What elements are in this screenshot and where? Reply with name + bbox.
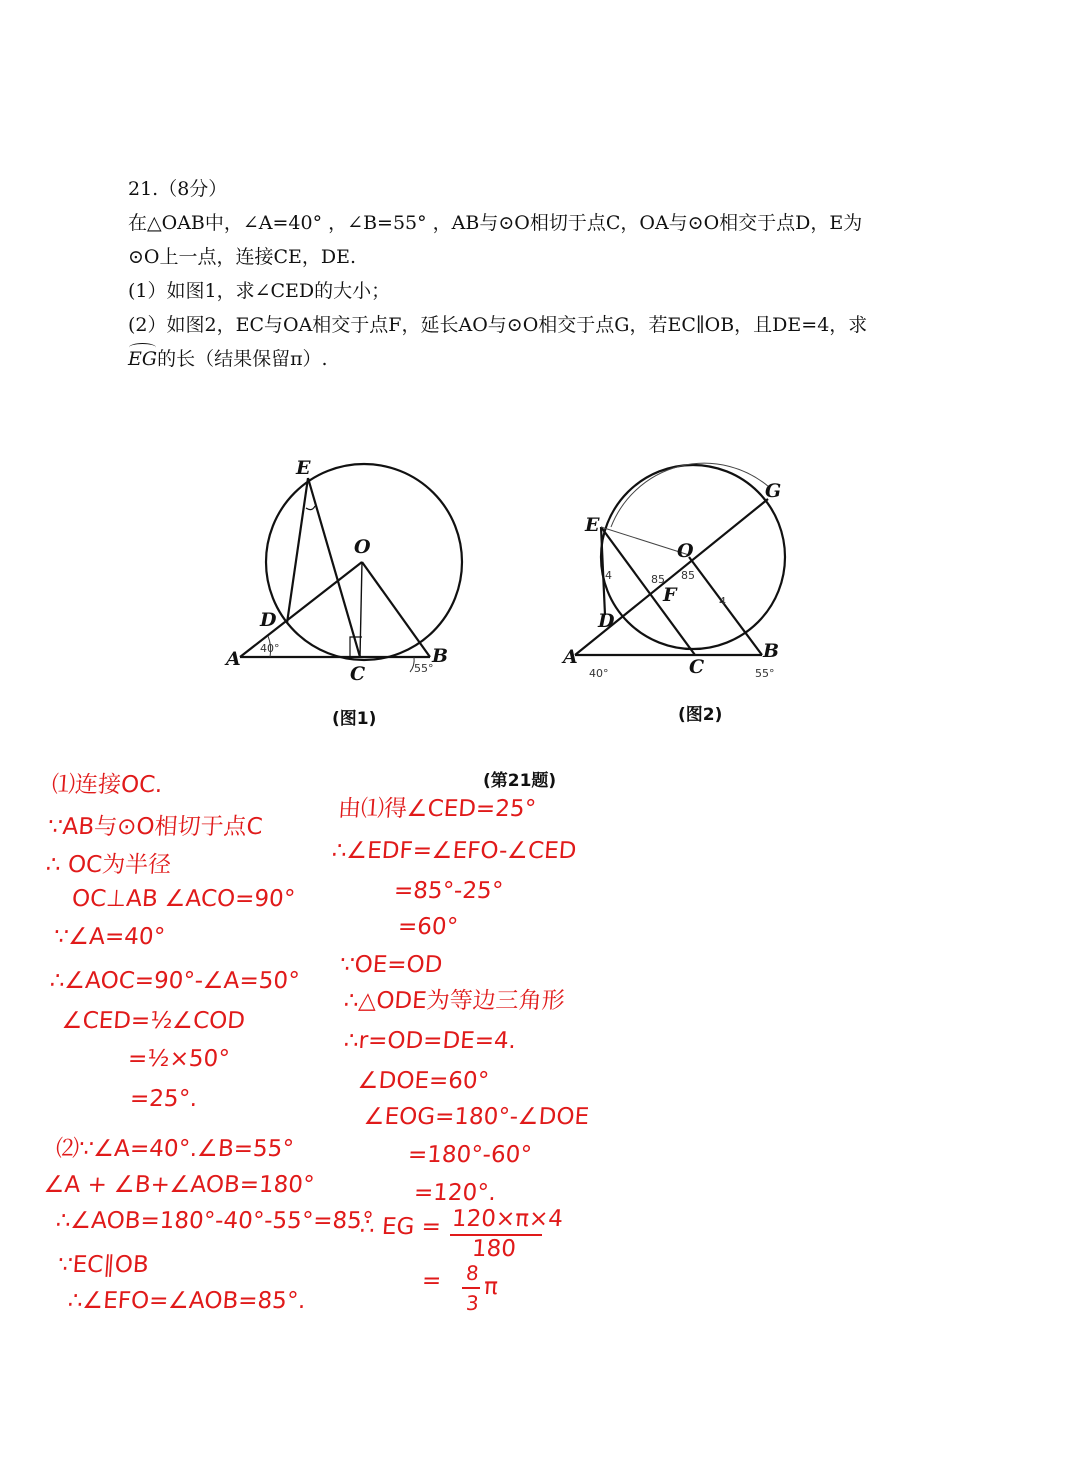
hw-right-4: =60°	[397, 914, 459, 940]
label-b-fig1: B	[432, 645, 449, 667]
segment-ao	[240, 562, 362, 657]
hw-right-6: ∴△ODE为等边三角形	[343, 988, 566, 1014]
label-b-fig2: B	[763, 640, 780, 662]
hw-left-10: ⑵∵∠A=40°.∠B=55°	[55, 1136, 295, 1162]
hw-left-11: ∠A + ∠B+∠AOB=180°	[43, 1172, 316, 1198]
segment-ec	[308, 478, 360, 657]
problem-part2-rest: 的长（结果保留π）.	[157, 348, 328, 370]
side-note-eo: 4	[719, 595, 726, 608]
segment-oc	[360, 562, 362, 657]
hw-right-1: 由⑴得∠CED=25°	[337, 796, 537, 822]
hw-left-6: ∴∠AOC=90°-∠A=50°	[49, 968, 301, 994]
hw-left-5: ∵∠A=40°	[53, 924, 166, 950]
hw-right-15: =	[421, 1268, 443, 1294]
hw-right-10: =180°-60°	[407, 1142, 533, 1168]
label-a-fig1: A	[226, 648, 241, 670]
arc-eg: EG	[128, 342, 157, 376]
angle-note-85-f: 85	[651, 573, 665, 586]
segment-eo	[601, 527, 689, 555]
hw-right-2: ∴∠EDF=∠EFO-∠CED	[331, 838, 578, 864]
hw-left-4: OC⊥AB ∠ACO=90°	[71, 886, 297, 912]
hw-right-18: π	[483, 1274, 499, 1300]
figure-1-caption: (图1)	[332, 709, 377, 729]
segment-ed	[287, 478, 308, 623]
label-e-fig2: E	[585, 514, 600, 536]
angle-note-55-fig2: 55°	[755, 667, 775, 680]
hw-right-16: 8	[465, 1261, 480, 1285]
hw-left-12: ∴∠AOB=180°-40°-55°=85°	[55, 1208, 375, 1234]
label-c-fig1: C	[350, 663, 366, 685]
angle-note-40-fig2: 40°	[589, 667, 609, 680]
hw-right-14: 180	[471, 1236, 517, 1262]
hw-left-13: ∵EC∥OB	[57, 1252, 150, 1278]
label-d-fig1: D	[260, 609, 277, 631]
hw-right-7: ∴r=OD=DE=4.	[343, 1028, 517, 1054]
angle-note-55-fig1: 55°	[414, 662, 434, 675]
angle-e-mark	[306, 506, 315, 510]
problem-part2-line1: (2）如图2，EC与OA相交于点F，延长AO与⊙O相交于点G，若EC∥OB，且DE=4，求	[128, 314, 868, 336]
problem-part1: (1）如图1，求∠CED的大小；	[128, 280, 391, 302]
problem-stem-line2: ⊙O上一点，连接CE，DE.	[128, 246, 357, 268]
angle-note-40-fig1: 40°	[260, 642, 280, 655]
hw-right-11: =120°.	[413, 1180, 497, 1206]
label-o-fig1: O	[354, 536, 371, 558]
figure-2	[555, 455, 815, 695]
label-d-fig2: D	[598, 610, 615, 632]
hw-right-3: =85°-25°	[393, 878, 505, 904]
angle-note-85-o: 85	[681, 569, 695, 582]
hw-left-2: ∵AB与⊙O相切于点C	[47, 814, 264, 840]
hw-left-14: ∴∠EFO=∠AOB=85°.	[67, 1288, 307, 1314]
label-a-fig2: A	[563, 646, 578, 668]
hw-right-8: ∠DOE=60°	[357, 1068, 490, 1094]
label-f-fig2: F	[663, 584, 677, 606]
label-c-fig2: C	[689, 656, 705, 678]
segment-ob	[362, 562, 430, 657]
figure-1	[220, 450, 470, 690]
problem-stem-line1: 在△OAB中，∠A=40° ，∠B=55° ，AB与⊙O相切于点C，OA与⊙O相交于点D，E为	[128, 212, 863, 234]
hw-right-12: ∴ EG =	[359, 1214, 442, 1240]
hw-left-3: ∴ OC为半径	[45, 852, 173, 878]
figure-2-caption: (图2)	[678, 705, 723, 725]
hw-left-9: =25°.	[129, 1086, 199, 1112]
problem-number: 21.（8分）	[128, 178, 228, 200]
problem-text	[128, 172, 928, 376]
hw-right-17: 3	[465, 1291, 480, 1315]
question-label: (第21题)	[483, 771, 557, 791]
hw-right-13: 120×π×4	[451, 1206, 564, 1232]
hw-left-7: ∠CED=½∠COD	[61, 1008, 246, 1034]
side-note-ed: 4	[605, 569, 612, 582]
hw-right-9: ∠EOG=180°-∠DOE	[363, 1104, 590, 1130]
hw-left-1: ⑴连接OC.	[51, 772, 164, 798]
problem-part2-line2	[128, 342, 928, 376]
hw-left-8: =½×50°	[127, 1046, 231, 1072]
label-e-fig1: E	[296, 457, 311, 479]
label-o-fig2: O	[677, 540, 694, 562]
hw-right-5: ∵OE=OD	[339, 952, 444, 978]
label-g-fig2: G	[765, 480, 782, 502]
